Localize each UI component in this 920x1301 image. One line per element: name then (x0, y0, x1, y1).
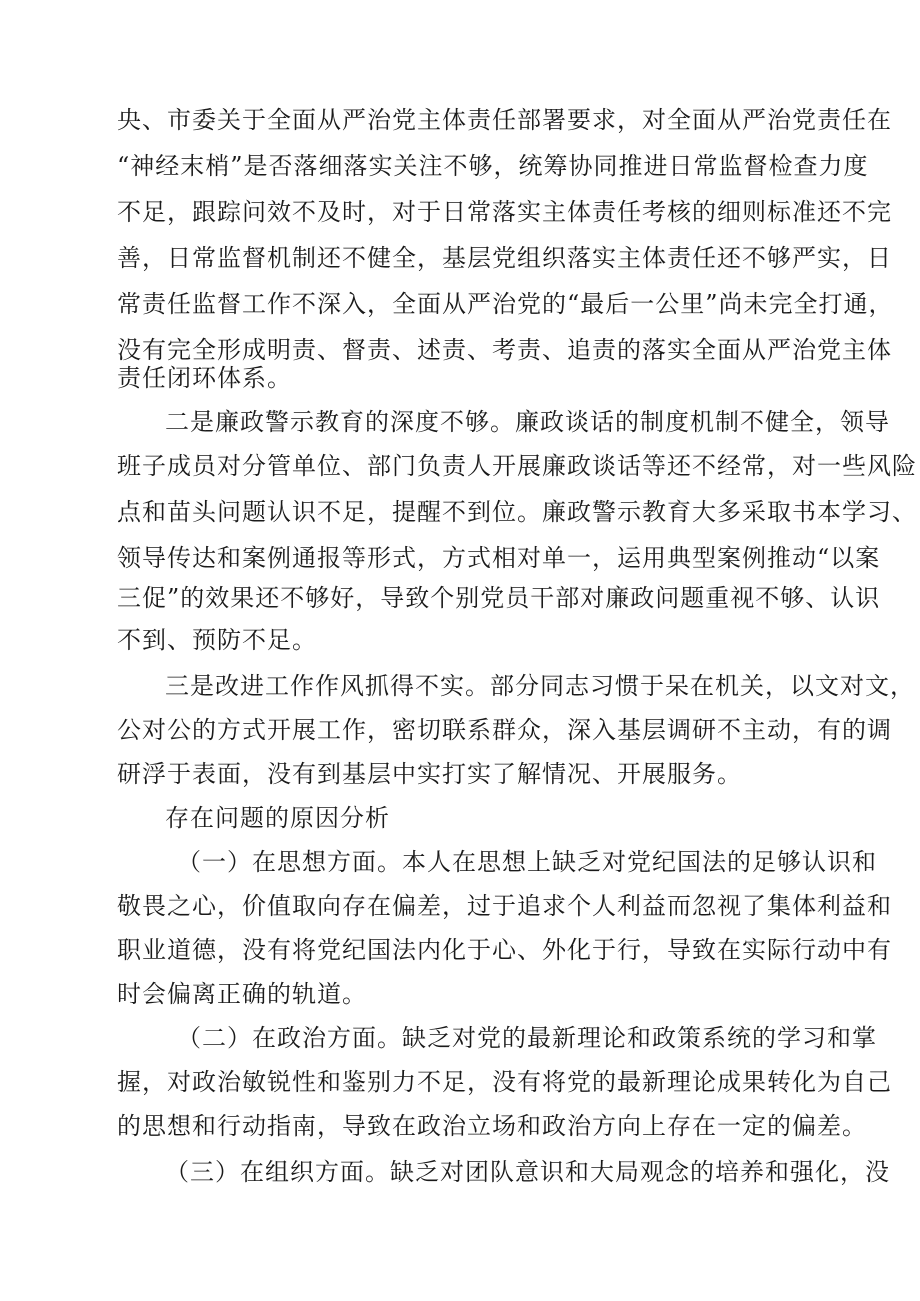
text-line-4: 善，日常监督机制还不健全，基层党组织落实主体责任还不够严实，日 (117, 244, 892, 272)
paragraph-2-line-1: 二是廉政警示教育的深度不够。廉政谈话的制度机制不健全，领导 (165, 408, 890, 436)
paragraph-2-line-6: 不到、预防不足。 (117, 626, 317, 654)
paragraph-6-line-1: （三）在组织方面。缺乏对团队意识和大局观念的培养和强化，没 (165, 1158, 890, 1186)
paragraph-5-line-1: （二）在政治方面。缺乏对党的最新理论和政策系统的学习和掌 (177, 1024, 877, 1052)
paragraph-2-line-5: 三促”的效果还不够好，导致个别党员干部对廉政问题重视不够、认识 (117, 584, 881, 612)
paragraph-4-line-3: 职业道德，没有将党纪国法内化于心、外化于行，导致在实际行动中有 (117, 936, 892, 964)
paragraph-3-line-3: 研浮于表面，没有到基层中实打实了解情况、开展服务。 (117, 760, 742, 788)
paragraph-4-line-1: （一）在思想方面。本人在思想上缺乏对党纪国法的足够认识和 (177, 848, 877, 876)
paragraph-3-line-1: 三是改进工作作风抓得不实。部分同志习惯于呆在机关，以文对文， (165, 672, 915, 700)
paragraph-5-line-2: 握，对政治敏锐性和鉴别力不足，没有将党的最新理论成果转化为自己 (117, 1068, 892, 1096)
text-line-5: 常责任监督工作不深入，全面从严治党的“最后一公里”尚未完全打通， (117, 290, 894, 318)
paragraph-4-line-2: 敬畏之心，价值取向存在偏差，过于追求个人利益而忽视了集体利益和 (117, 892, 892, 920)
paragraph-5-line-3: 的思想和行动指南，导致在政治立场和政治方向上存在一定的偏差。 (117, 1112, 867, 1140)
paragraph-2-line-4: 领导传达和案例通报等形式，方式相对单一，运用典型案例推动“以案 (117, 544, 881, 572)
paragraph-3-line-2: 公对公的方式开展工作，密切联系群众，深入基层调研不主动，有的调 (117, 716, 892, 744)
paragraph-2-line-3: 点和苗头问题认识不足，提醒不到位。廉政警示教育大多采取书本学习、 (117, 498, 917, 526)
paragraph-4-line-4: 时会偏离正确的轨道。 (117, 980, 367, 1008)
text-line-6: 没有完全形成明责、督责、述责、考责、追责的落实全面从严治党主体 (117, 336, 892, 364)
text-line-1: 央、市委关于全面从严治党主体责任部署要求，对全面从严治党责任在 (117, 106, 892, 134)
section-heading: 存在问题的原因分析 (165, 804, 390, 832)
text-line-2: “神经末梢”是否落细落实关注不够，统筹协同推进日常监督检查力度 (117, 152, 869, 180)
text-line-7: 责任闭环体系。 (117, 364, 292, 392)
paragraph-2-line-2: 班子成员对分管单位、部门负责人开展廉政谈话等还不经常，对一些风险 (117, 452, 917, 480)
text-line-3: 不足，跟踪问效不及时，对于日常落实主体责任考核的细则标准还不完 (117, 198, 892, 226)
